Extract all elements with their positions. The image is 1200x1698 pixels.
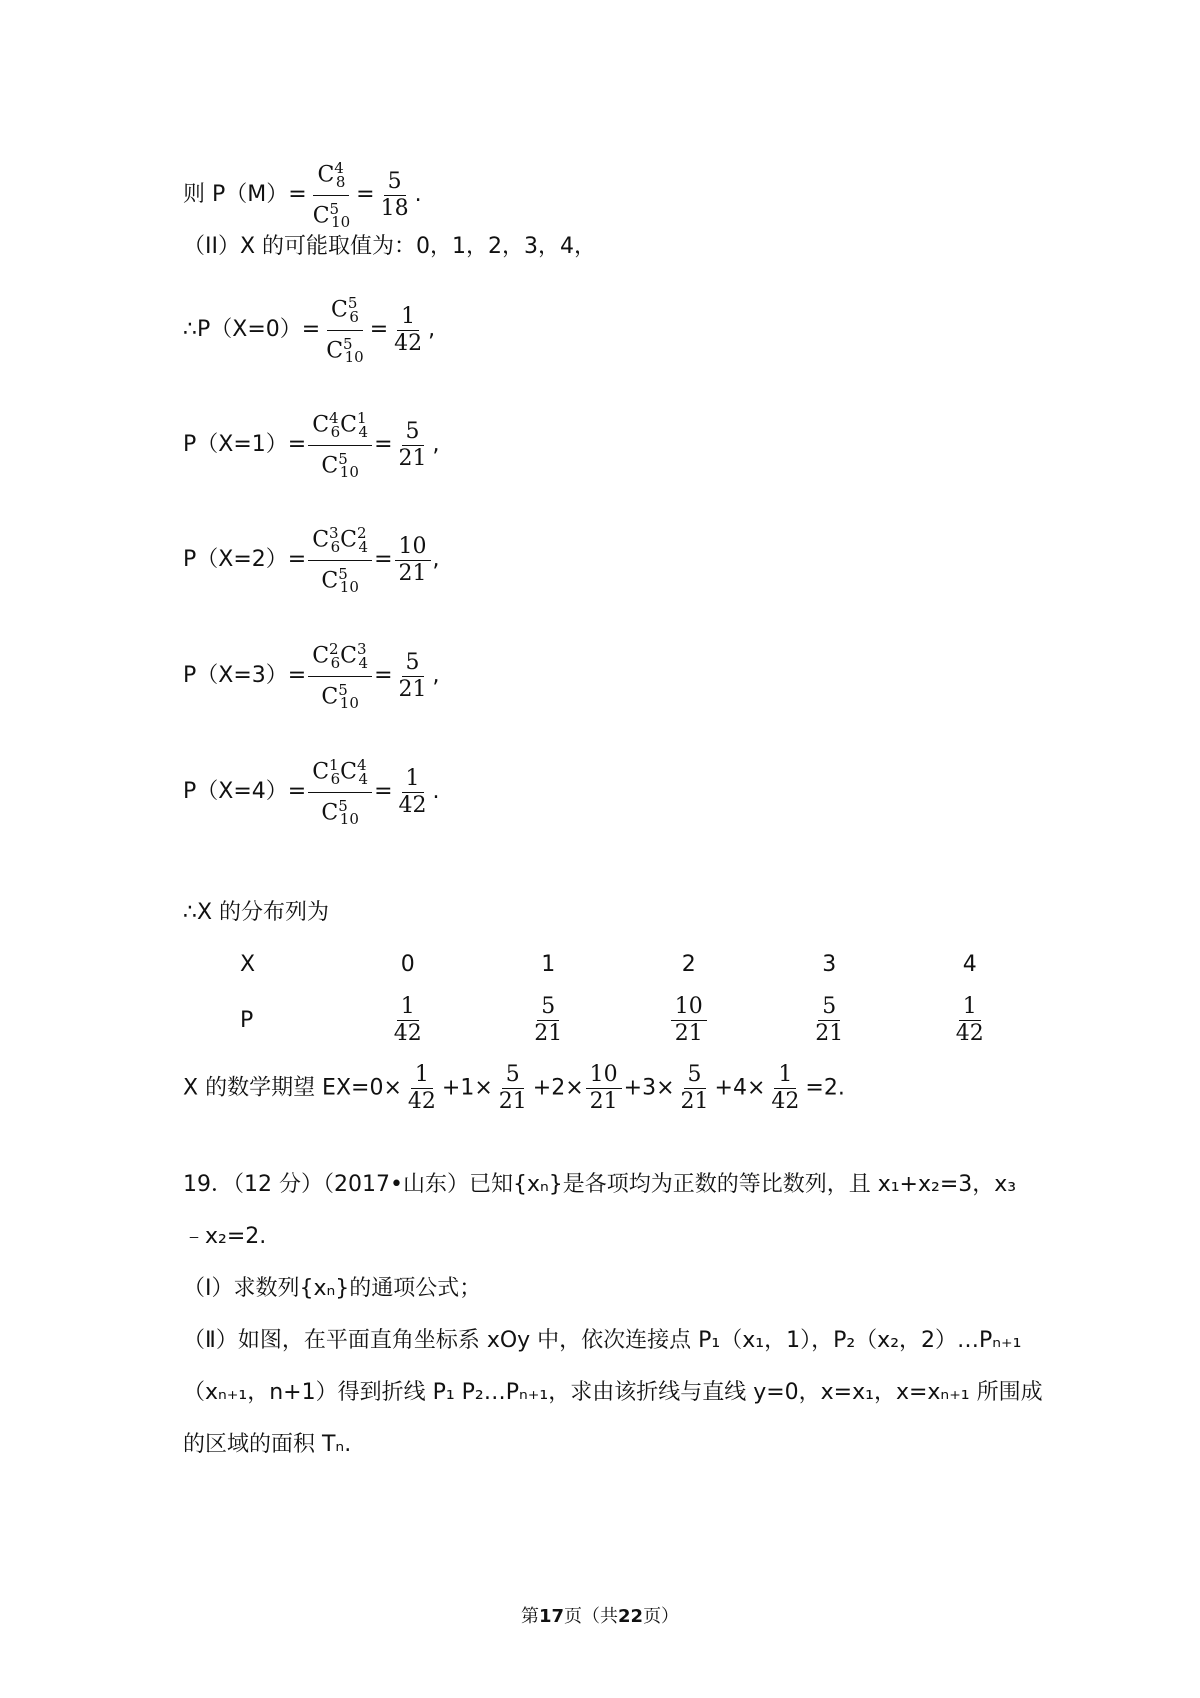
p2-fraction: $\frac{C^3_6C^2_4}{C^5_{10}}$ xyxy=(308,520,372,600)
x-value: 0 xyxy=(400,951,415,977)
p1-result: $\frac{5}{21}$ xyxy=(398,418,427,471)
x-value: 4 xyxy=(962,951,977,977)
p1-line: P（X=1）= $\frac{C^4_6C^1_4}{C^5_{10}}$ = $\frac{5}{21}$ , xyxy=(183,405,440,485)
pm-prefix: 则 P（M）= xyxy=(183,182,307,208)
x-value: 1 xyxy=(541,951,556,977)
distribution-title: ∴X 的分布列为 xyxy=(183,900,330,925)
pm-result: $\frac{5}{18}$ xyxy=(380,168,409,221)
p1-prefix: P（X=1）= xyxy=(183,432,307,458)
problem19-part2-line1: （Ⅱ）如图，在平面直角坐标系 xOy 中，依次连接点 P₁（x₁，1），P₂（x₂，2）…Pₙ₊₁ xyxy=(183,1328,1022,1353)
p3-line: P（X=3）= $\frac{C^2_6C^3_4}{C^5_{10}}$ = $\frac{5}{21}$ , xyxy=(183,636,440,716)
p-row-label: P xyxy=(240,1007,254,1033)
page-footer: 第17页（共22页） xyxy=(520,1606,680,1627)
p2-prefix: P（X=2）= xyxy=(183,547,307,573)
p-value: $\frac{1}{42}$ xyxy=(393,993,422,1046)
table-row-p xyxy=(200,988,1040,1052)
p-value: $\frac{10}{21}$ xyxy=(619,994,759,1047)
p0-prefix: ∴P（X=0）= xyxy=(183,317,321,343)
x-row-label: X xyxy=(240,951,256,977)
pm-line: 则 P（M）= $\frac{C^4_8}{C^5_{10}}$ = $\frac{5}{18}$ . xyxy=(183,155,422,235)
p4-line: P（X=4）= $\frac{C^1_6C^4_4}{C^5_{10}}$ = $\frac{1}{42}$ . xyxy=(183,752,440,832)
part2-intro: （II）X 的可能取值为：0，1，2，3，4， xyxy=(183,234,597,259)
p0-line: ∴P（X=0）= $\frac{C^5_6}{C^5_{10}}$ = $\frac{1}{42}$ , xyxy=(183,290,435,370)
p4-prefix: P（X=4）= xyxy=(183,779,307,805)
p2-result: $\frac{10}{21}$ xyxy=(395,534,431,587)
p4-result: $\frac{1}{42}$ xyxy=(398,765,427,818)
p3-fraction: $\frac{C^2_6C^3_4}{C^5_{10}}$ xyxy=(308,636,372,716)
page-number: 17 xyxy=(538,1606,564,1627)
p-value: $\frac{5}{21}$ xyxy=(815,993,844,1046)
distribution-table xyxy=(200,940,1040,1052)
ex-prefix: X 的数学期望 EX=0× xyxy=(183,1075,402,1101)
p3-prefix: P（X=3）= xyxy=(183,663,307,689)
expectation-line: X 的数学期望 EX=0× $\frac{1}{42}$ +1× $\frac{5}{21}$ +2× $\frac{10}{21}$ +3× $\frac{5}{21}$ +4× $\frac{1}{42}$ =2. xyxy=(183,1062,845,1114)
page-total: 22 xyxy=(618,1606,644,1627)
problem19-part2-line3: 的区域的面积 Tₙ. xyxy=(183,1432,352,1457)
problem19-part1: （Ⅰ）求数列{xₙ}的通项公式； xyxy=(183,1276,482,1301)
p4-fraction: $\frac{C^1_6C^4_4}{C^5_{10}}$ xyxy=(308,752,372,832)
p-value: $\frac{1}{42}$ xyxy=(955,993,984,1046)
p1-fraction: $\frac{C^4_6C^1_4}{C^5_{10}}$ xyxy=(308,405,372,485)
table-row-x xyxy=(200,940,1040,988)
p3-result: $\frac{5}{21}$ xyxy=(398,649,427,702)
p2-line: P（X=2）= $\frac{C^3_6C^2_4}{C^5_{10}}$ = $\frac{10}{21}$ , xyxy=(183,520,440,600)
ex-result: =2. xyxy=(805,1075,845,1101)
p0-fraction: $\frac{C^5_6}{C^5_{10}}$ xyxy=(322,290,367,370)
problem19-line2: ﹣x₂=2. xyxy=(183,1224,267,1249)
p-value: $\frac{5}{21}$ xyxy=(534,993,563,1046)
x-value: 2 xyxy=(681,951,696,977)
problem19-line1: 19．（12 分）（2017•山东）已知{xₙ}是各项均为正数的等比数列，且 x₁+x₂=3，x₃ xyxy=(183,1172,1017,1197)
pm-fraction: $\frac{C^4_8}{C^5_{10}}$ xyxy=(309,155,354,235)
x-value: 3 xyxy=(822,951,837,977)
problem19-part2-line2: （xₙ₊₁，n+1）得到折线 P₁ P₂…Pₙ₊₁，求由该折线与直线 y=0，x=x₁，x=xₙ₊₁ 所围成 xyxy=(183,1380,1043,1405)
p0-result: $\frac{1}{42}$ xyxy=(394,303,423,356)
